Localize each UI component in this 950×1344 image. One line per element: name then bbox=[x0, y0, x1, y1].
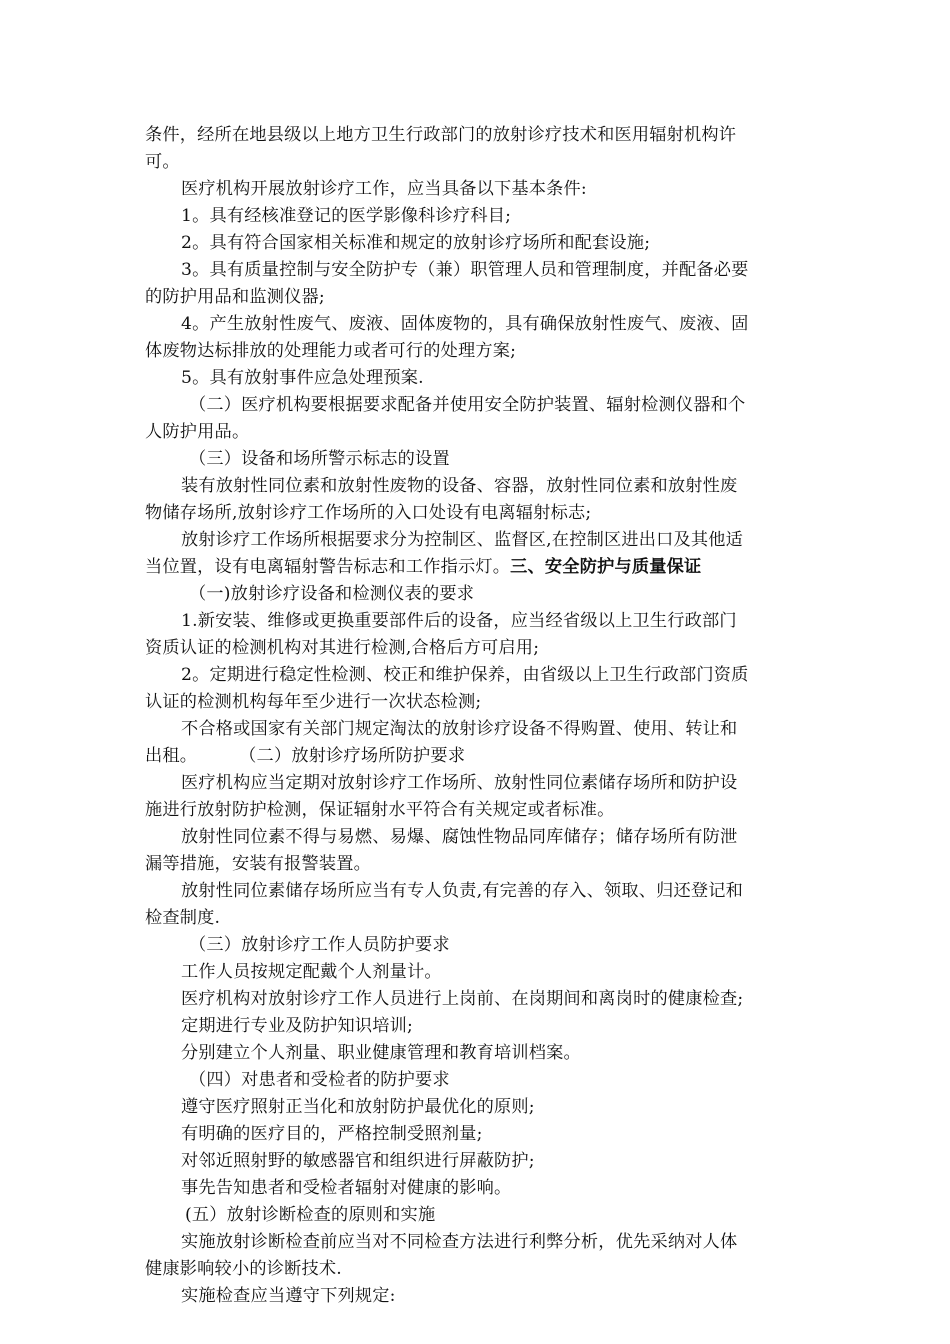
text-line: 医疗机构对放射诊疗工作人员进行上岗前、在岗期间和离岗时的健康检查; bbox=[181, 989, 744, 1009]
text-line: 人防护用品。 bbox=[145, 422, 250, 442]
text-line: 医疗机构应当定期对放射诊疗工作场所、放射性同位素储存场所和防护设 bbox=[181, 773, 738, 793]
text-line: 定期进行专业及防护知识培训; bbox=[181, 1016, 414, 1036]
list-item: 3。具有质量控制与安全防护专（兼）职管理人员和管理制度，并配备必要 bbox=[181, 260, 749, 280]
section-heading: （二）放射诊疗场所防护要求 bbox=[239, 746, 466, 766]
text-line: 放射性同位素储存场所应当有专人负责,有完善的存入、领取、归还登记和 bbox=[181, 881, 744, 901]
list-item: 2。具有符合国家相关标准和规定的放射诊疗场所和配套设施; bbox=[181, 233, 651, 253]
text-line: 遵守医疗照射正当化和放射防护最优化的原则; bbox=[181, 1097, 535, 1117]
text-fragment: 当位置，设有电离辐射警告标志和工作指示灯。 bbox=[145, 557, 511, 577]
text-line: 有明确的医疗目的，严格控制受照剂量; bbox=[181, 1124, 483, 1144]
text-line: 放射诊疗工作场所根据要求分为控制区、监督区,在控制区进出口及其他适 bbox=[181, 530, 744, 550]
text-line: 装有放射性同位素和放射性废物的设备、容器，放射性同位素和放射性废 bbox=[181, 476, 738, 496]
list-item: 4。产生放射性废气、废液、固体废物的，具有确保放射性废气、废液、固 bbox=[181, 314, 749, 334]
section-heading: （二）医疗机构要根据要求配备并使用安全防护装置、辐射检测仪器和个 bbox=[189, 395, 746, 415]
text-line: 资质认证的检测机构对其进行检测,合格后方可启用; bbox=[145, 638, 540, 658]
section-heading: （三）放射诊疗工作人员防护要求 bbox=[189, 935, 450, 955]
chapter-heading: 三、安全防护与质量保证 bbox=[510, 557, 702, 577]
document-body bbox=[145, 122, 805, 1310]
text-line: 健康影响较小的诊断技术. bbox=[145, 1259, 342, 1279]
text-line bbox=[145, 554, 805, 581]
text-line: 不合格或国家有关部门规定淘汰的放射诊疗设备不得购置、使用、转让和 bbox=[181, 719, 738, 739]
text-fragment: 出租。 bbox=[145, 746, 198, 766]
list-item: 5。具有放射事件应急处理预案. bbox=[181, 368, 424, 388]
text-line: 施进行放射防护检测，保证辐射水平符合有关规定或者标准。 bbox=[145, 800, 615, 820]
section-heading: （四）对患者和受检者的防护要求 bbox=[189, 1070, 450, 1090]
list-item: 2。定期进行稳定性检测、校正和维护保养，由省级以上卫生行政部门资质 bbox=[181, 665, 749, 685]
section-heading: （三）设备和场所警示标志的设置 bbox=[189, 449, 450, 469]
text-line: 工作人员按规定配戴个人剂量计。 bbox=[181, 962, 442, 982]
section-heading: （一)放射诊疗设备和检测仪表的要求 bbox=[189, 584, 475, 604]
text-line: 医疗机构开展放射诊疗工作，应当具备以下基本条件: bbox=[181, 179, 587, 199]
text-line: 分别建立个人剂量、职业健康管理和教育培训档案。 bbox=[181, 1043, 581, 1063]
text-line: 条件，经所在地县级以上地方卫生行政部门的放射诊疗技术和医用辐射机构许 bbox=[145, 125, 737, 145]
text-line: 事先告知患者和受检者辐射对健康的影响。 bbox=[181, 1178, 512, 1198]
text-line: 体废物达标排放的处理能力或者可行的处理方案; bbox=[145, 341, 517, 361]
list-item: 1。具有经核准登记的医学影像科诊疗科目; bbox=[181, 206, 512, 226]
list-item: 1.新安装、维修或更换重要部件后的设备，应当经省级以上卫生行政部门 bbox=[181, 611, 737, 631]
section-heading: (五）放射诊断检查的原则和实施 bbox=[185, 1205, 436, 1225]
text-line: 实施检查应当遵守下列规定: bbox=[181, 1286, 396, 1306]
text-line: 检查制度. bbox=[145, 908, 221, 928]
text-line: 实施放射诊断检查前应当对不同检查方法进行利弊分析，优先采纳对人体 bbox=[181, 1232, 738, 1252]
text-line: 认证的检测机构每年至少进行一次状态检测; bbox=[145, 692, 482, 712]
text-line: 对邻近照射野的敏感器官和组织进行屏蔽防护; bbox=[181, 1151, 535, 1171]
text-line bbox=[145, 743, 805, 770]
text-line: 放射性同位素不得与易燃、易爆、腐蚀性物品同库储存；储存场所有防泄 bbox=[181, 827, 738, 847]
text-line: 漏等措施，安装有报警装置。 bbox=[145, 854, 372, 874]
text-line: 的防护用品和监测仪器; bbox=[145, 287, 325, 307]
text-line: 物储存场所,放射诊疗工作场所的入口处设有电离辐射标志; bbox=[145, 503, 592, 523]
text-line: 可。 bbox=[145, 152, 180, 172]
